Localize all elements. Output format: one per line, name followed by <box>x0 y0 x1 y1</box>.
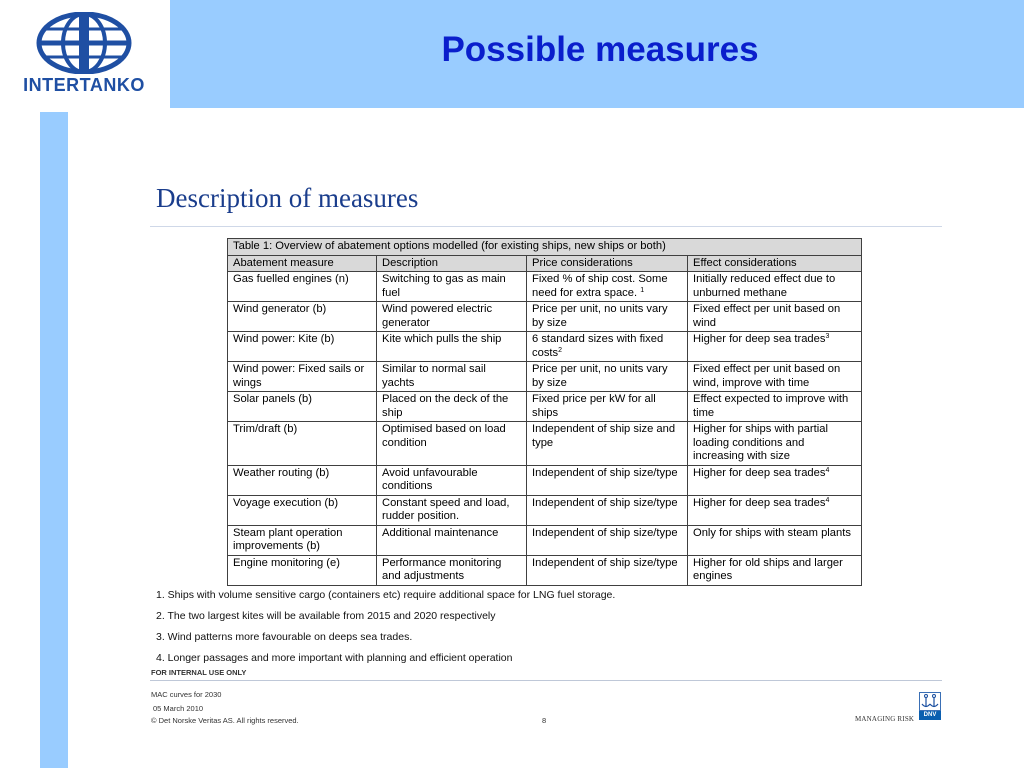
effect-cell: Fixed effect per unit based on wind <box>688 302 862 332</box>
footnote-3: 3. Wind patterns more favourable on deeps sea trades. <box>156 631 413 643</box>
description-cell: Wind powered electric generator <box>377 302 527 332</box>
footnotes <box>156 589 615 673</box>
left-accent-bar <box>40 112 68 768</box>
price-cell: Independent of ship size/type <box>527 495 688 525</box>
dnv-text: DNV <box>919 711 941 720</box>
page-number: 8 <box>542 716 547 725</box>
effect-cell: Higher for deep sea trades$^3$ <box>688 332 862 362</box>
effect-cell: Only for ships with steam plants <box>688 525 862 555</box>
measure-cell: Weather routing (b) <box>228 465 377 495</box>
effect-cell: Fixed effect per unit based on wind, improve with time <box>688 362 862 392</box>
measure-cell: Trim/draft (b) <box>228 422 377 466</box>
description-cell: Additional maintenance <box>377 525 527 555</box>
price-cell: Independent of ship size/type <box>527 555 688 585</box>
footnote-ref: 1 <box>640 286 645 294</box>
price-cell: Fixed price per kW for all ships <box>527 392 688 422</box>
price-cell: Price per unit, no units vary by size <box>527 362 688 392</box>
measures-table <box>227 238 862 586</box>
effect-cell: Higher for old ships and larger engines <box>688 555 862 585</box>
footnote-ref: 2 <box>558 346 563 354</box>
effect-cell: Higher for deep sea trades$^4$ <box>688 465 862 495</box>
measure-cell: Wind power: Fixed sails or wings <box>228 362 377 392</box>
measure-cell: Voyage execution (b) <box>228 495 377 525</box>
table-row <box>228 272 862 302</box>
description-cell: Performance monitoring and adjustments <box>377 555 527 585</box>
measure-cell: Steam plant operation improvements (b) <box>228 525 377 555</box>
table-row <box>228 465 862 495</box>
footnote-ref: 3 <box>825 333 830 340</box>
column-header-measure: Abatement measure <box>228 255 377 272</box>
footer-divider <box>150 680 942 681</box>
logo-text: INTERTANKO <box>23 75 145 95</box>
managing-risk-text: MANAGING RISK <box>855 715 915 723</box>
measure-cell: Wind power: Kite (b) <box>228 332 377 362</box>
measure-cell: Gas fuelled engines (n) <box>228 272 377 302</box>
effect-cell: Initially reduced effect due to unburned methane <box>688 272 862 302</box>
effect-cell: Higher for deep sea trades$^4$ <box>688 495 862 525</box>
measure-cell: Wind generator (b) <box>228 302 377 332</box>
table-row <box>228 362 862 392</box>
globe-icon <box>36 12 132 74</box>
price-cell: 6 standard sizes with fixed costs$^2$ <box>527 332 688 362</box>
slide-title: Possible measures <box>441 30 759 69</box>
table-row <box>228 422 862 466</box>
price-cell: Fixed % of ship cost. Some need for extra space. $^1$ <box>527 272 688 302</box>
footnote-1: 1. Ships with volume sensitive cargo (containers etc) require additional space for LNG fuel storage. <box>156 589 616 601</box>
price-cell: Independent of ship size/type <box>527 465 688 495</box>
internal-use-label: FOR INTERNAL USE ONLY <box>151 668 247 677</box>
effect-cell: Effect expected to improve with time <box>688 392 862 422</box>
table-row <box>228 332 862 362</box>
footnote-ref: 4 <box>825 466 830 474</box>
description-cell: Switching to gas as main fuel <box>377 272 527 302</box>
dnv-logo <box>919 692 941 722</box>
description-cell: Avoid unfavourable conditions <box>377 465 527 495</box>
table-row <box>228 302 862 332</box>
table-caption: Table 1: Overview of abatement options modelled (for existing ships, new ships or both) <box>228 239 862 256</box>
intertanko-logo <box>6 12 162 96</box>
description-cell: Constant speed and load, rudder position. <box>377 495 527 525</box>
column-header-price: Price considerations <box>527 255 688 272</box>
footer-title: MAC curves for 2030 <box>151 690 222 699</box>
measure-cell: Engine monitoring (e) <box>228 555 377 585</box>
section-divider <box>150 226 942 227</box>
description-cell: Placed on the deck of the ship <box>377 392 527 422</box>
price-cell: Price per unit, no units vary by size <box>527 302 688 332</box>
footnote-2: 2. The two largest kites will be available from 2015 and 2020 respectively <box>156 610 496 622</box>
table-row <box>228 555 862 585</box>
table-row <box>228 392 862 422</box>
table-row <box>228 525 862 555</box>
description-cell: Optimised based on load condition <box>377 422 527 466</box>
footer-date: 05 March 2010 <box>153 704 204 713</box>
footnote-ref: 4 <box>825 496 830 504</box>
footnote-4: 4. Longer passages and more important with planning and efficient operation <box>156 652 513 664</box>
footer-copyright: © Det Norske Veritas AS. All rights reserved. <box>151 716 299 725</box>
column-header-effect: Effect considerations <box>688 255 862 272</box>
description-cell: Kite which pulls the ship <box>377 332 527 362</box>
measure-cell: Solar panels (b) <box>228 392 377 422</box>
section-heading: Description of measures <box>156 183 419 213</box>
price-cell: Independent of ship size/type <box>527 525 688 555</box>
price-cell: Independent of ship size and type <box>527 422 688 466</box>
table-row <box>228 495 862 525</box>
dnv-anchor-icon <box>919 692 941 711</box>
column-header-description: Description <box>377 255 527 272</box>
description-cell: Similar to normal sail yachts <box>377 362 527 392</box>
effect-cell: Higher for ships with partial loading conditions and increasing with size <box>688 422 862 466</box>
